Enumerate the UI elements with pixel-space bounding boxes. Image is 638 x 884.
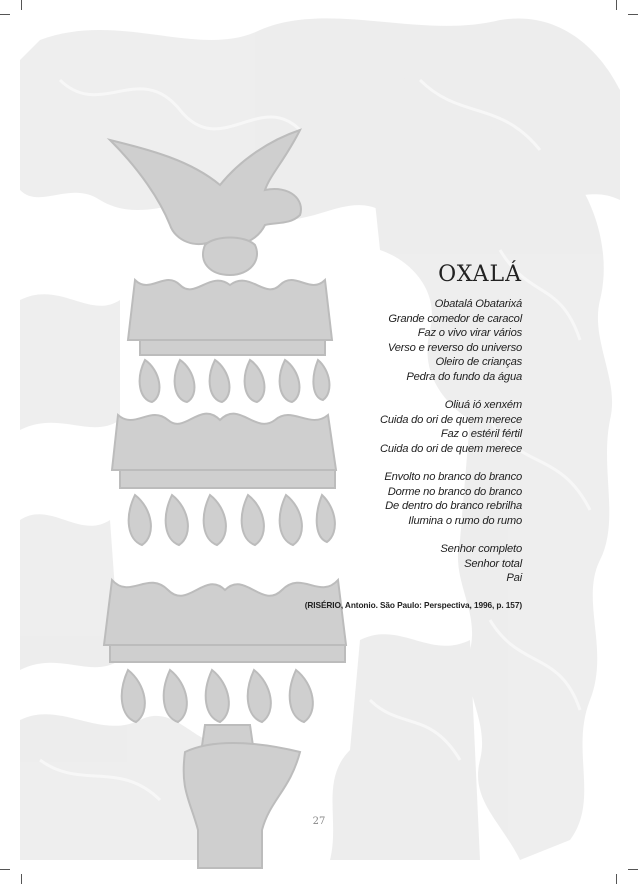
poem-line: Verso e reverso do universo bbox=[387, 341, 522, 354]
poem-line: Senhor completo bbox=[440, 543, 522, 555]
poem-line: Pedra do fundo da água bbox=[406, 370, 522, 383]
poem-line: De dentro do branco rebrilha bbox=[385, 500, 522, 512]
stanza-2 bbox=[222, 398, 522, 456]
poem-line: Senhor total bbox=[464, 557, 522, 570]
poem-line: Envolto no branco do branco bbox=[384, 471, 522, 483]
poem-block bbox=[222, 262, 522, 610]
poem-line: Obatalá Obatarixá bbox=[434, 298, 522, 310]
poem-line: Cuida do ori de quem merece bbox=[380, 413, 522, 426]
stanza-4 bbox=[222, 542, 522, 586]
poem-line: Oliuá ió xenxém bbox=[444, 399, 522, 411]
poem-line: Faz o estéril fértil bbox=[440, 428, 522, 440]
stanza-1 bbox=[222, 297, 522, 384]
page-number: 27 bbox=[312, 816, 326, 827]
poem-line: Dorme no branco do branco bbox=[387, 485, 522, 498]
poem-title: OXALÁ bbox=[438, 262, 522, 287]
citation: (RISÉRIO, Antonio. São Paulo: Perspectiva, 1996, p. 157) bbox=[304, 599, 522, 610]
poem-line: Pai bbox=[506, 572, 522, 584]
poem-line: Faz o vivo virar vários bbox=[417, 327, 522, 339]
poem-line: Ilumina o rumo do rumo bbox=[408, 514, 522, 527]
stanza-3 bbox=[222, 470, 522, 528]
poem-line: Oleiro de crianças bbox=[435, 356, 522, 368]
poem-line: Grande comedor de caracol bbox=[388, 312, 522, 325]
poem-line: Cuida do ori de quem merece bbox=[380, 442, 522, 455]
